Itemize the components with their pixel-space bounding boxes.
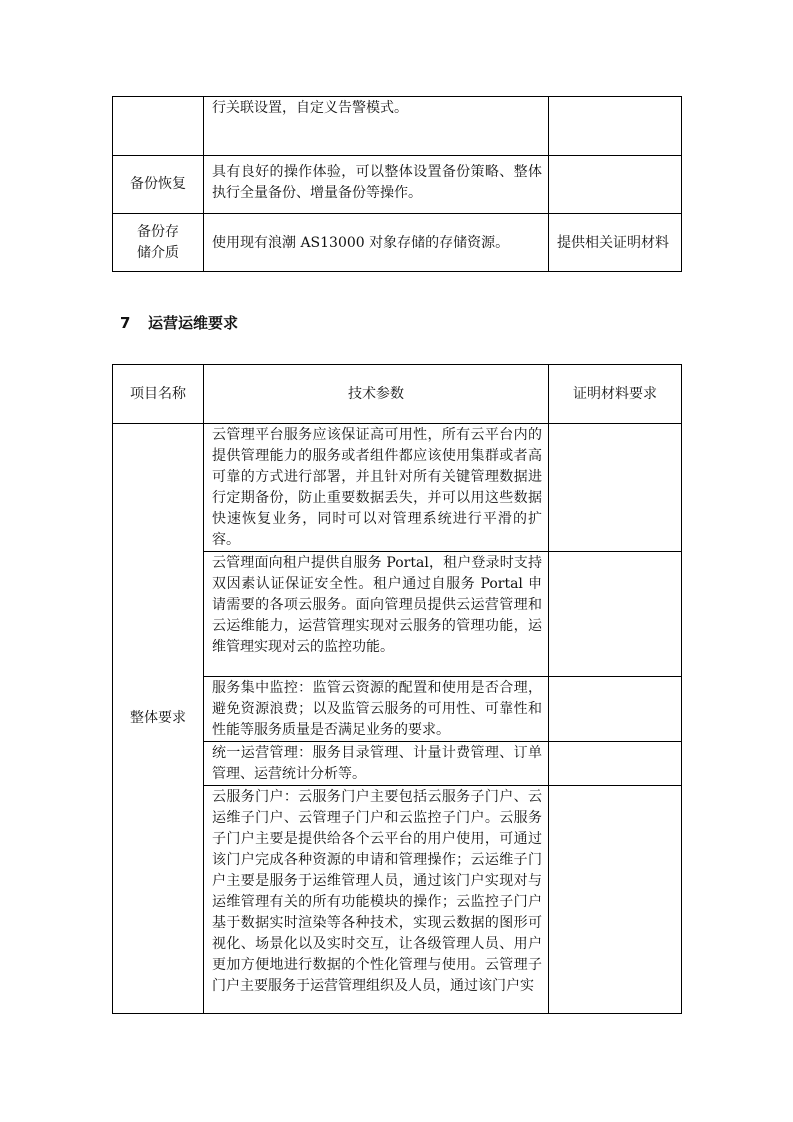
table-row: [113, 97, 682, 156]
table-row: [113, 214, 682, 272]
tech-param-cell: 行关联设置，自定义告警模式。: [204, 97, 549, 156]
table-row: [113, 156, 682, 214]
proof-requirement-cell: [549, 742, 682, 786]
item-name-cell: [113, 97, 204, 156]
tech-param-cell: 统一运营管理：服务目录管理、计量计费管理、订单管理、运营统计分析等。: [204, 742, 549, 786]
tech-param-cell: 服务集中监控：监管云资源的配置和使用是否合理，避免资源浪费；以及监管云服务的可用性、可靠性和性能等服务质量是否满足业务的要求。: [204, 677, 549, 742]
header-proof-requirement: 证明材料要求: [549, 365, 682, 424]
table-row: [113, 424, 682, 552]
proof-requirement-cell: [549, 424, 682, 552]
item-name-cell: 备份恢复: [113, 156, 204, 214]
proof-requirement-cell: [549, 552, 682, 677]
section-number: 7: [120, 314, 131, 332]
operations-requirements-table: [112, 364, 682, 1014]
group-name-cell: 整体要求: [113, 424, 204, 1014]
requirements-table-continued: [112, 96, 682, 272]
tech-param-cell: 使用现有浪潮 AS13000 对象存储的存储资源。: [204, 214, 549, 272]
proof-requirement-cell: [549, 156, 682, 214]
tech-param-cell: 云管理面向租户提供自服务 Portal，租户登录时支持双因素认证保证安全性。租户通过自服务 Portal 申请需要的各项云服务。面向管理员提供云运营管理和云运维能力，运营管理实现对云服务的管理功能，运维管理实现对云的监控功能。: [204, 552, 549, 677]
header-tech-param: 技术参数: [204, 365, 549, 424]
proof-requirement-cell: 提供相关证明材料: [549, 214, 682, 272]
table-header-row: [113, 365, 682, 424]
tech-param-cell: 具有良好的操作体验，可以整体设置备份策略、整体执行全量备份、增量备份等操作。: [204, 156, 549, 214]
header-item-name: 项目名称: [113, 365, 204, 424]
section-heading: [120, 312, 238, 334]
tech-param-cell: 云管理平台服务应该保证高可用性，所有云平台内的提供管理能力的服务或者组件都应该使用集群或者高可靠的方式进行部署，并且针对所有关键管理数据进行定期备份，防止重要数据丢失，并可以用这些数据快速恢复业务，同时可以对管理系统进行平滑的扩容。: [204, 424, 549, 552]
item-name-cell: 备份存储介质: [113, 214, 204, 272]
proof-requirement-cell: [549, 97, 682, 156]
proof-requirement-cell: [549, 786, 682, 1014]
tech-param-cell: 云服务门户：云服务门户主要包括云服务子门户、云运维子门户、云管理子门户和云监控子门户。云服务子门户主要是提供给各个云平台的用户使用，可通过该门户完成各种资源的申请和管理操作；云运维子门户主要是服务于运维管理人员，通过该门户实现对与运维管理有关的所有功能模块的操作；云监控子门户基于数据实时渲染等各种技术，实现云数据的图形可视化、场景化以及实时交互，让各级管理人员、用户更加方便地进行数据的个性化管理与使用。云管理子门户主要服务于运营管理组织及人员，通过该门户实: [204, 786, 549, 1014]
section-title: 运营运维要求: [148, 314, 239, 332]
proof-requirement-cell: [549, 677, 682, 742]
